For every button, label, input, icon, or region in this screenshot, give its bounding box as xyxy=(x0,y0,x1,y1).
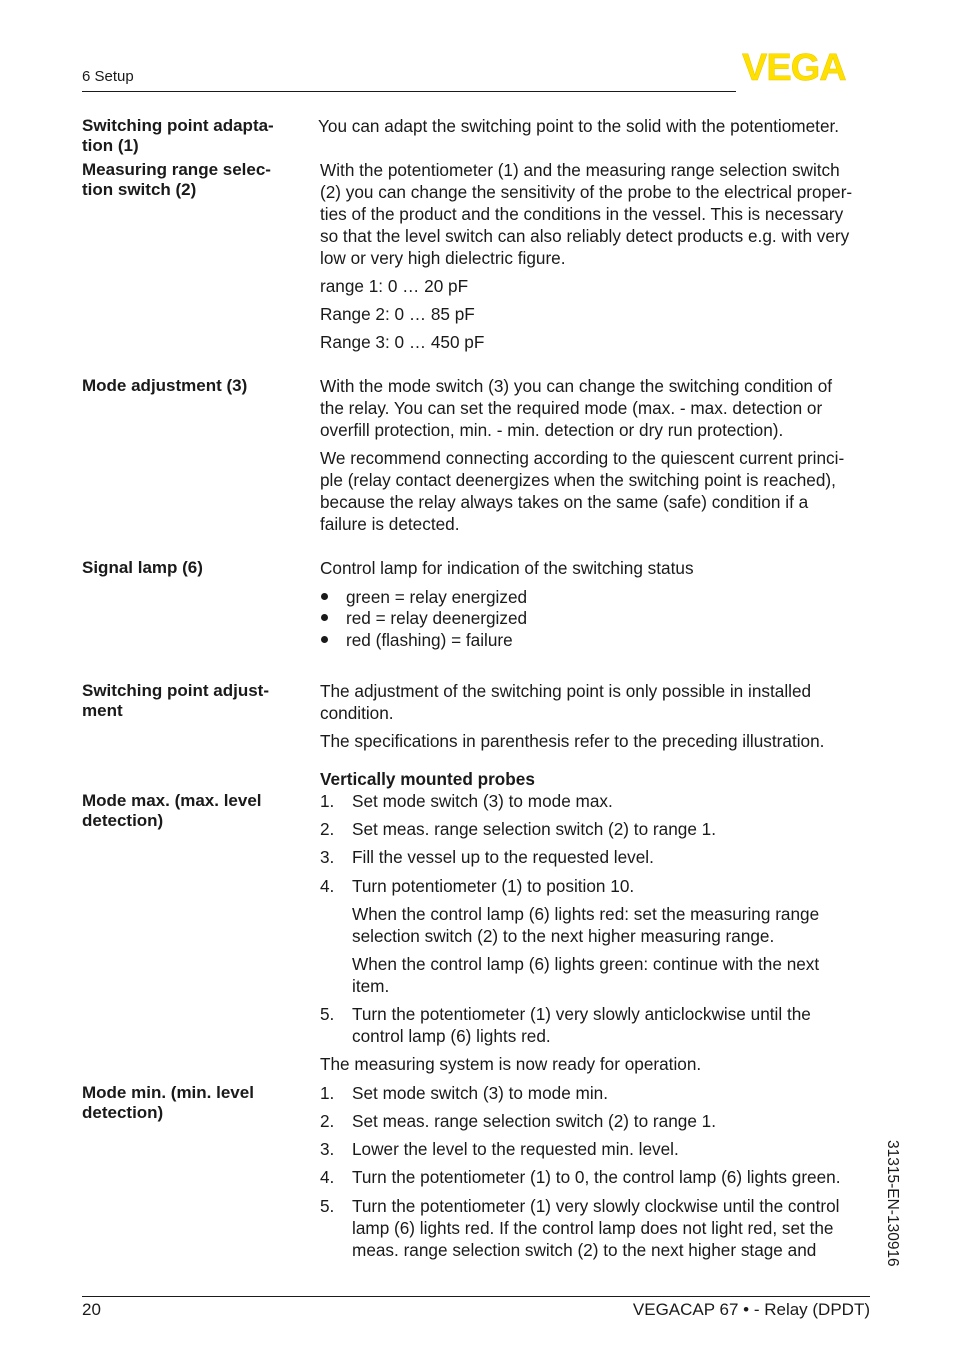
vega-logo xyxy=(742,50,872,84)
mode-max-step-2: Set meas. range selection switch (2) to range 1. xyxy=(352,819,716,839)
bullet-icon xyxy=(321,593,328,600)
label-switching-point-adaptation: Switching point adapta- tion (1) xyxy=(82,116,274,155)
label-mode-max: Mode max. (max. level detection) xyxy=(82,791,262,830)
mode-min-step-2: Set meas. range selection switch (2) to range 1. xyxy=(352,1111,716,1131)
range-1-text: range 1: 0 … 20 pF xyxy=(320,276,469,296)
mode-adjustment-paragraph-1: With the mode switch (3) you can change the switching condition of the relay. You can set the required mode (max. - max. detection or overfill protection, min. - min. detection or dry run protection). xyxy=(320,376,833,440)
mode-max-ready-text: The measuring system is now ready for operation. xyxy=(320,1054,702,1074)
bullet-icon xyxy=(321,636,328,643)
mode-min-step-5: Turn the potentiometer (1) very slowly clockwise until the control lamp (6) lights red. If the control lamp does not light red, set the meas. range selection switch (2) to the next higher stage and xyxy=(352,1196,840,1260)
mode-max-step-5: Turn the potentiometer (1) very slowly anticlockwise until the control lamp (6) lights red. xyxy=(352,1004,811,1046)
step-number: 2. xyxy=(320,1111,335,1131)
bullet-icon xyxy=(321,614,328,621)
switching-point-adjustment-paragraph-2: The specifications in parenthesis refer to the preceding illustration. xyxy=(320,731,825,751)
mode-min-step-4: Turn the potentiometer (1) to 0, the control lamp (6) lights green. xyxy=(352,1167,841,1187)
mode-max-step-1: Set mode switch (3) to mode max. xyxy=(352,791,613,811)
step-number: 1. xyxy=(320,791,335,811)
label-signal-lamp: Signal lamp (6) xyxy=(82,558,203,577)
mode-adjustment-paragraph-2: We recommend connecting according to the quiescent current princi- ple (relay contact deenergizes when the switching point is reached), because the relay always takes on the same (safe) condition if a failure is detected. xyxy=(320,448,845,534)
step-number: 5. xyxy=(320,1196,335,1216)
label-mode-adjustment: Mode adjustment (3) xyxy=(82,376,248,395)
header-divider xyxy=(82,91,736,92)
mode-max-step-3: Fill the vessel up to the requested level. xyxy=(352,847,654,867)
mode-min-step-3: Lower the level to the requested min. level. xyxy=(352,1139,679,1159)
step-number: 4. xyxy=(320,1167,335,1187)
step-number: 3. xyxy=(320,1139,335,1159)
step-number: 3. xyxy=(320,847,335,867)
switching-point-adaptation-text: You can adapt the switching point to the solid with the potentiometer. xyxy=(318,116,840,136)
range-2-text: Range 2: 0 … 85 pF xyxy=(320,304,475,324)
step-number: 2. xyxy=(320,819,335,839)
signal-lamp-bullet: green = relay energized xyxy=(346,587,528,607)
label-switching-point-adjustment: Switching point adjust- ment xyxy=(82,681,269,720)
measuring-range-paragraph: With the potentiometer (1) and the measuring range selection switch (2) you can change the sensitivity of the probe to the electrical proper- ties of the product and the conditions in the vessel. This is necessary so that the level switch can also reliably detect products e.g. with very low or very high dielectric figure. xyxy=(320,160,853,268)
footer-divider xyxy=(82,1296,870,1297)
page-number: 20 xyxy=(82,1300,101,1319)
label-measuring-range-switch: Measuring range selec- tion switch (2) xyxy=(82,160,271,199)
mode-max-step-4: Turn potentiometer (1) to position 10. xyxy=(352,876,635,896)
product-name: VEGACAP 67 • - Relay (DPDT) xyxy=(632,1300,870,1319)
signal-lamp-bullet: red (flashing) = failure xyxy=(346,630,513,650)
switching-point-adjustment-paragraph-1: The adjustment of the switching point is only possible in installed condition. xyxy=(320,681,812,723)
step-number: 1. xyxy=(320,1083,335,1103)
step-number: 4. xyxy=(320,876,335,896)
subheading-vertically-mounted: Vertically mounted probes xyxy=(320,769,535,789)
document-id: 31315-EN-130916 xyxy=(884,1140,901,1267)
step-number: 5. xyxy=(320,1004,335,1024)
label-mode-min: Mode min. (min. level detection) xyxy=(82,1083,254,1122)
range-3-text: Range 3: 0 … 450 pF xyxy=(320,332,485,352)
signal-lamp-intro: Control lamp for indication of the switching status xyxy=(320,558,694,578)
svg-text:VEGA: VEGA xyxy=(742,50,846,84)
signal-lamp-bullet: red = relay deenergized xyxy=(346,608,528,628)
running-header: 6 Setup xyxy=(82,68,134,85)
mode-min-step-1: Set mode switch (3) to mode min. xyxy=(352,1083,608,1103)
mode-max-step-4-note-red: When the control lamp (6) lights red: set the measuring range selection switch (2) to the next higher measuring range. xyxy=(352,904,820,946)
mode-max-step-4-note-green: When the control lamp (6) lights green: continue with the next item. xyxy=(352,954,820,996)
